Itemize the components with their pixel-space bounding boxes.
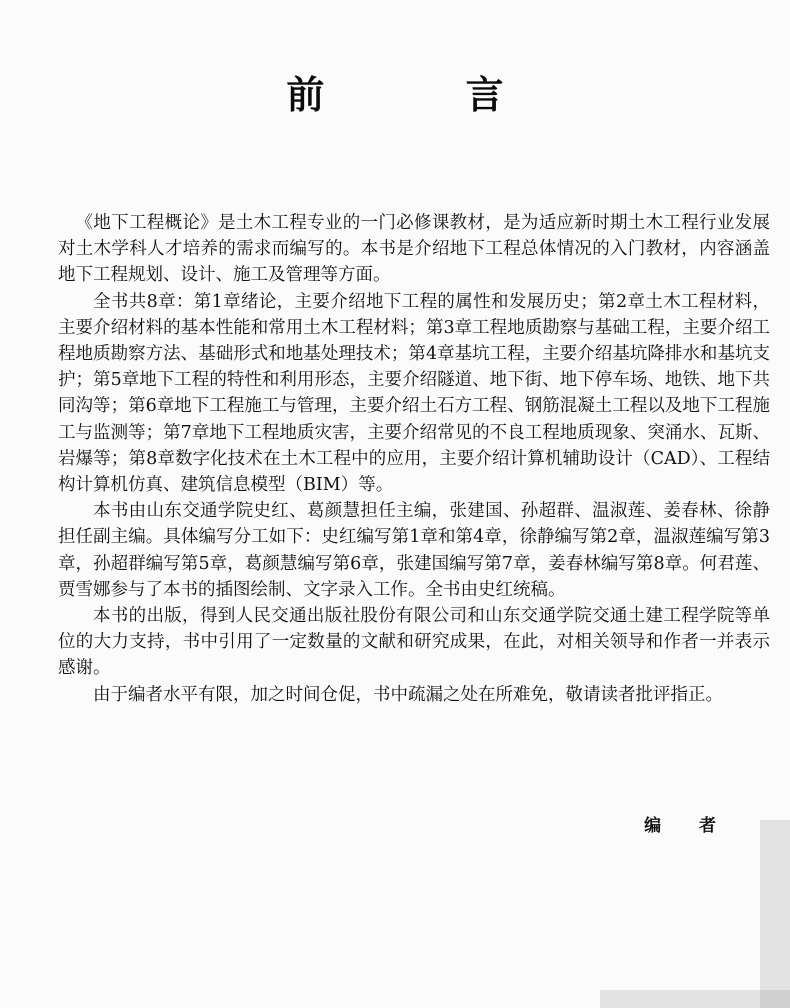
page-title: 前 言 <box>286 73 568 117</box>
preface-body <box>58 210 770 708</box>
paragraph-closing: 由于编者水平有限，加之时间仓促，书中疏漏之处在所难免，敬请读者批评指正。 <box>93 684 723 705</box>
paragraph-chapters: 全书共8章：第1章绪论，主要介绍地下工程的属性和发展历史；第2章土木工程材料，主要介绍材料的基本性能和常用土木工程材料；第3章工程地质勘察与基础工程，主要介绍工程地质勘察方法、基础形式和地基处理技术；第4章基坑工程，主要介绍基坑降排水和基坑支护；第5章地下工程的特性和利用形态，主要介绍隧道、地下街、地下停车场、地铁、地下共同沟等；第6章地下工程施工与管理，主要介绍土石方工程、钢筋混凝土工程以及地下工程施工与监测等；第7章地下工程地质灾害，主要介绍常见的不良工程地质现象、突涌水、瓦斯、岩爆等；第8章数字化技术在土木工程中的应用，主要介绍计算机辅助设计（CAD）、工程结构计算机仿真、建筑信息模型（BIM）等。 <box>58 291 770 496</box>
signature: 编 者 <box>644 816 732 836</box>
scan-shadow-right <box>760 820 790 1008</box>
paragraph-authors: 本书由山东交通学院史红、葛颜慧担任主编，张建国、孙超群、温淑莲、姜春林、徐静担任副主编。具体编写分工如下：史红编写第1章和第4章，徐静编写第2章，温淑莲编写第3章，孙超群编写第5章，葛颜慧编写第6章，张建国编写第7章，姜春林编写第8章。何君莲、贾雪娜参与了本书的插图绘制、文字录入工作。全书由史红统稿。 <box>58 501 770 600</box>
paragraph-acknowledgement: 本书的出版，得到人民交通出版社股份有限公司和山东交通学院交通土建工程学院等单位的大力支持，书中引用了一定数量的文献和研究成果，在此，对相关领导和作者一并表示感谢。 <box>58 606 770 679</box>
scan-shadow-bottom <box>600 990 790 1008</box>
paragraph-intro: 《地下工程概论》是土木工程专业的一门必修课教材，是为适应新时期土木工程行业发展对土木学科人才培养的需求而编写的。本书是介绍地下工程总体情况的入门教材，内容涵盖地下工程规划、设计、施工及管理等方面。 <box>58 213 770 286</box>
